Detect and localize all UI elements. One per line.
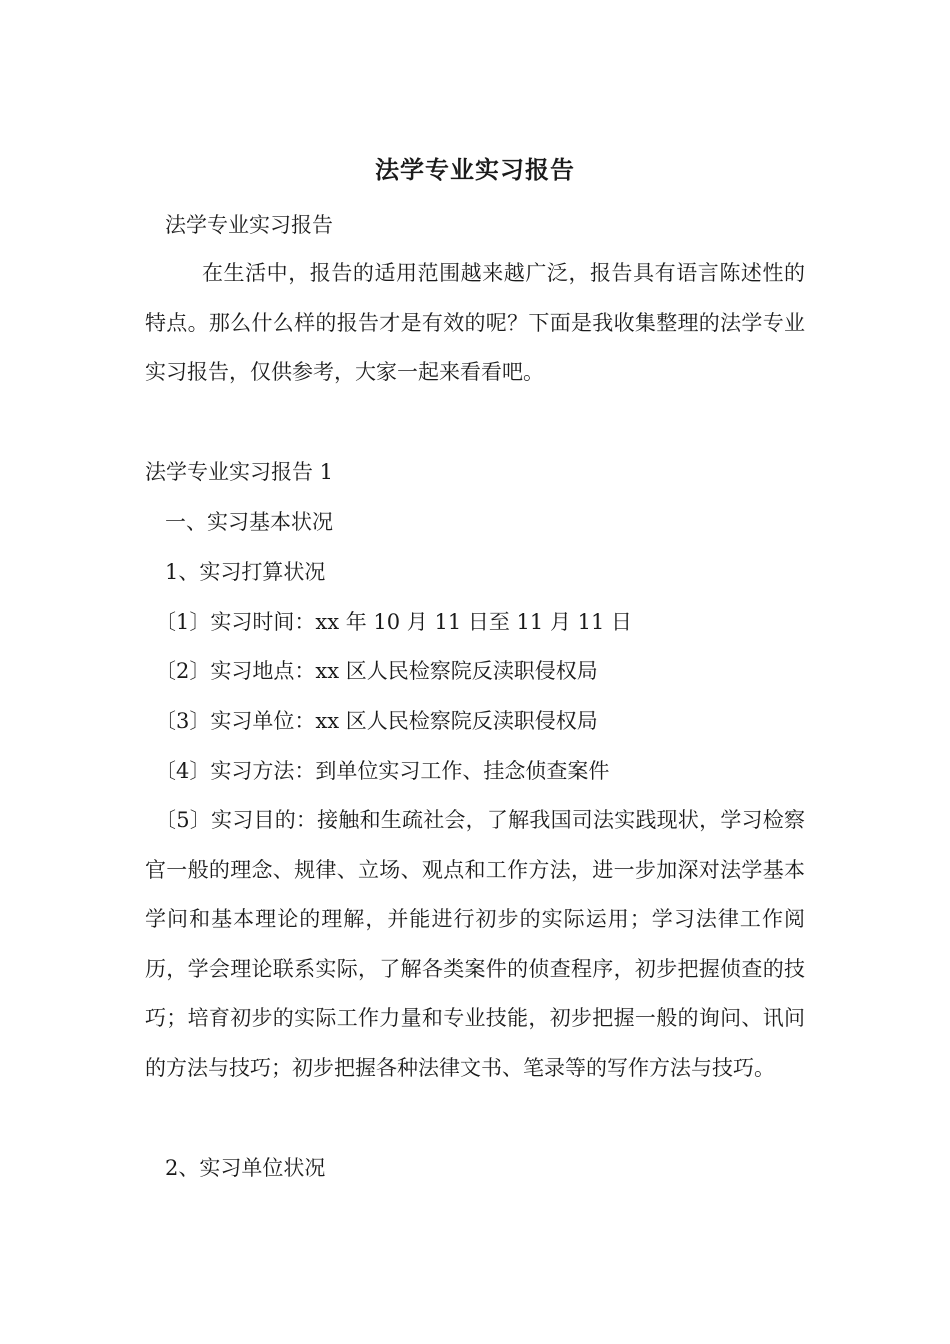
- document-title: 法学专业实习报告: [375, 155, 575, 184]
- purpose-paragraph: 〔5〕实习目的：接触和生疏社会，了解我国司法实践现状，学习检察官一般的理念、规律、立场、观点和工作方法，进一步加深对法学基本学问和基本理论的理解，并能进行初步的实际运用；学习法律工作阅历，学会理论联系实际，了解各类案件的侦查程序，初步把握侦查的技巧；培育初步的实际工作力量和专业技能，初步把握一般的询问、讯问的方法与技巧；初步把握各种法律文书、笔录等的写作方法与技巧。: [145, 808, 805, 1080]
- heading-basic-situation: 一、实习基本状况: [165, 510, 333, 534]
- section-title: 法学专业实习报告 1: [145, 460, 334, 484]
- list-item-time: 〔1〕实习时间：xx 年 10 月 11 日至 11 月 11 日: [155, 610, 633, 634]
- list-item-method: 〔4〕实习方法：到单位实习工作、挂念侦查案件: [155, 759, 610, 783]
- subheading-plan-situation: 1、实习打算状况: [165, 560, 326, 584]
- document-subtitle: 法学专业实习报告: [165, 213, 333, 237]
- list-item-unit: 〔3〕实习单位：xx 区人民检察院反渎职侵权局: [155, 709, 598, 733]
- list-item-location: 〔2〕实习地点：xx 区人民检察院反渎职侵权局: [155, 659, 598, 683]
- intro-paragraph: 在生活中，报告的适用范围越来越广泛，报告具有语言陈述性的特点。那么什么样的报告才是有效的呢？下面是我收集整理的法学专业实习报告，仅供参考，大家一起来看看吧。: [145, 261, 805, 384]
- subheading-unit-situation: 2、实习单位状况: [165, 1156, 326, 1180]
